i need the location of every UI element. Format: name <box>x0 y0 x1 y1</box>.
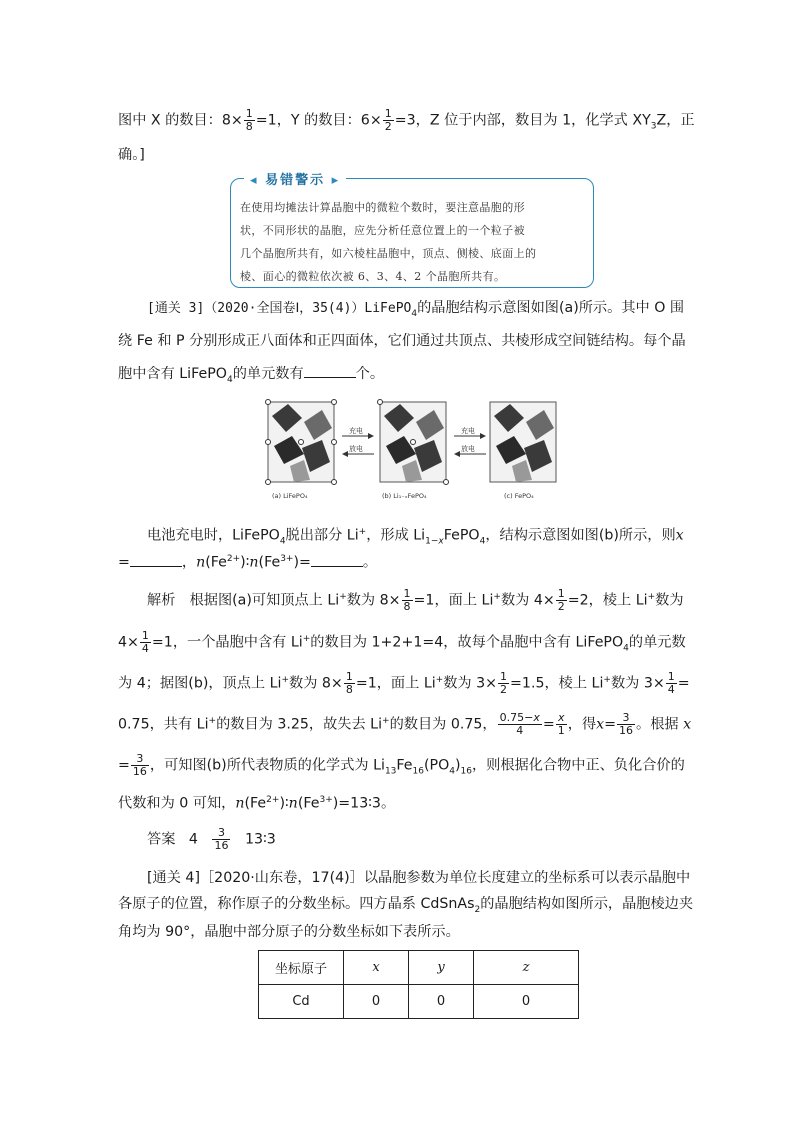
text-run: 为 4；据图(b)，顶点上 Li <box>118 675 282 692</box>
text-run: 0.75，共有 Li <box>118 716 209 733</box>
table-cell: Cd <box>259 985 344 1019</box>
text-run: (Fe <box>205 554 227 571</box>
text-run: (Fe <box>297 795 320 812</box>
text-run: (PO <box>423 757 450 774</box>
text-run: 数为 <box>655 592 684 609</box>
figure-caption: (b) Li₁₋ₓFePO₄ <box>382 492 427 500</box>
text-run: 4× <box>118 634 139 651</box>
table-row <box>259 985 579 1019</box>
answer-fraction: $\frac{3}{16}$ <box>214 826 229 852</box>
text-line: 各原子的位置，称作原子的分数坐标。四方晶系 CdSnAs$_2$的晶胞结构如图所示，晶胞棱边夹 <box>118 896 694 915</box>
text-run: 绕 Fe 和 P 分别形成正八面体和正四面体，它们通过共顶点、共棱形成空间链结构。每个晶 <box>118 333 686 349</box>
text-line <box>147 868 691 888</box>
warning-title: ◂ 易错警示 ▸ <box>244 169 346 188</box>
text-run: )=13∶3。 <box>332 795 396 812</box>
text-line: 解析 根据图(a)可知顶点上 Li+数为 8× $\frac{1}{8}$ =1，面上 Li+数为 4× $\frac{1}{2}$ =2，棱上 Li+数为 <box>147 587 684 614</box>
text-run: ，形成 Li <box>366 527 426 544</box>
text-run: =1，面上 Li <box>413 592 494 609</box>
text-run: 。根据 <box>636 716 679 733</box>
text-run: 的单元数 <box>628 634 686 651</box>
text-line: 图中 X 的数目：8× $\frac{1}{8}$ =1，Y 的数目：6× $\frac{1}{2}$ =3，Z 位于内部，数目为 1，化学式 $XY_3Z$，正 <box>118 107 695 133</box>
text-run: 图中 X 的数目：8× <box>118 112 243 129</box>
text-run: =1，一个晶胞中含有 Li <box>151 634 303 651</box>
fraction: $\frac{1}{2}$ <box>384 107 392 133</box>
text-run: 的数目为 3.25，故失去 Li <box>216 716 383 733</box>
answer-blank <box>311 554 363 567</box>
table-cell: 0 <box>344 985 409 1019</box>
text-run: ，结构示意图如图(b)所示，则 <box>485 527 676 544</box>
table-header-cell: z <box>474 951 579 985</box>
text-run: ，可知图(b)所代表物质的化学式为 Li <box>149 757 385 774</box>
text-run: )∶ <box>240 554 250 571</box>
warning-text <box>240 196 586 288</box>
arrow-label: 放电 <box>349 445 363 453</box>
text-run: 的数目为 0.75， <box>389 716 497 733</box>
text-run: )∶ <box>279 795 289 812</box>
table-cell: 0 <box>474 985 579 1019</box>
fraction: $\frac{1}{8}$ <box>245 107 253 133</box>
text-run: 数为 4× <box>500 592 555 609</box>
cell-a <box>266 400 337 485</box>
text-run: Fe <box>396 757 413 774</box>
arrow-label: 放电 <box>461 445 475 453</box>
table-header-row <box>259 951 579 985</box>
text-run: )= <box>293 554 311 571</box>
text-run: 的晶胞结构示意图如图(a)所示。其中 O 围 <box>417 300 685 316</box>
text-run: 的晶胞结构如图所示，晶胞棱边夹 <box>480 896 694 912</box>
figure-caption: (c) FePO₄ <box>504 492 534 500</box>
table-header-cell: x <box>344 951 409 985</box>
crystal-structure-figure <box>258 392 558 504</box>
text-run: FePO <box>443 527 480 544</box>
table-header-cell: y <box>409 951 474 985</box>
warning-line: 棱、面心的微粒依次被 6、3、4、2 个晶胞所共有。 <box>240 270 506 283</box>
text-run: =2，棱上 Li <box>567 592 648 609</box>
cell-c <box>490 402 556 482</box>
arrow-label: 充电 <box>349 427 363 435</box>
text-run: 脱出部分 Li <box>285 527 359 544</box>
text-run: 的数目为 1+2+1=4，故每个晶胞中含有 LiFePO <box>310 634 624 651</box>
text-run: =1，Y 的数目：6× <box>255 112 382 129</box>
text-run: ， <box>181 554 197 571</box>
text-line: 代数和为 0 可知，$n(Fe^{2+})∶n(Fe^{3+})=13∶3$。 <box>118 795 396 812</box>
answer-blank <box>130 554 182 567</box>
text-run: 数为 3× <box>443 675 498 692</box>
text-line: 0.75，共有 Li+的数目为 3.25，故失去 Li+的数目为 0.75， $\frac{0.75-x}{4}$ = $\frac{x}{1}$ ，得x= $\frac{3}{16}$ 。根据 x <box>118 711 692 738</box>
text-run: 胞中含有 LiFePO <box>118 366 227 382</box>
table-cell: 0 <box>409 985 474 1019</box>
text-line: = $\frac{3}{16}$ ，可知图(b)所代表物质的化学式为 $Li_{13}Fe_{16}(PO_4)_{16}$，则根据化合物中正、负化合价的 <box>118 752 685 778</box>
text-run: (Fe <box>244 795 267 812</box>
text-run: 数为 3× <box>610 675 665 692</box>
text-run: 角均为 90°，晶胞中部分原子的分数坐标如下表所示。 <box>118 924 460 940</box>
text-line <box>118 331 686 351</box>
text-run: 电池充电时，LiFePO <box>147 527 280 544</box>
arrow-label: 充电 <box>461 427 475 435</box>
warning-line: 状，不同形状的晶胞，应先分析任意位置上的一个粒子被 <box>240 224 525 237</box>
text-run: =1.5，棱上 Li <box>510 675 604 692</box>
text-line <box>118 145 676 165</box>
text-run: [通关 3]（2020·全国卷Ⅰ，35(4)）LiFePO <box>147 301 412 316</box>
answer-value: 13∶3 <box>245 831 276 848</box>
text-run: Z，正 <box>656 112 695 129</box>
answer-label: 答案 <box>147 831 176 848</box>
text-run: ，得 <box>567 716 597 733</box>
text-run: 的单元数有 <box>232 366 304 382</box>
text-run: 解析 根据图(a)可知顶点上 Li <box>147 592 340 609</box>
text-line: 4× $\frac{1}{4}$ =1，一个晶胞中含有 Li+的数目为 1+2+1=4，故每个晶胞中含有 LiFePO$_4$的单元数 <box>118 629 686 656</box>
cell-b <box>378 400 449 485</box>
text-line: 电池充电时，LiFePO$_4$脱出部分 Li+，形成 $Li_{1-x}FePO_4$，结构示意图如图(b)所示，则x <box>147 527 684 547</box>
text-run: 各原子的位置，称作原子的分数坐标。四方晶系 CdSnAs <box>118 896 475 912</box>
answer-blank <box>304 365 356 378</box>
text-line <box>118 922 676 942</box>
coordinate-table <box>258 950 579 1019</box>
text-run: 。 <box>362 554 378 571</box>
text-run: (Fe <box>258 554 281 571</box>
text-line: 胞中含有 LiFePO$_4$的单元数有 个。 <box>118 366 385 385</box>
answer-line <box>147 827 676 852</box>
text-run: [通关 4]［2020·山东卷，17(4)］以晶胞参数为单位长度建立的坐标系可以表示晶胞中 <box>147 870 691 886</box>
text-run: ) <box>454 757 461 774</box>
warning-line: 几个晶胞所共有，如六棱柱晶胞中，顶点、侧棱、底面上的 <box>240 247 537 260</box>
text-run: ，则根据化合物中正、负化合价的 <box>471 757 685 774</box>
figure-caption: (a) LiFePO₄ <box>272 492 308 500</box>
table-header-cell: 坐标原子 <box>259 951 344 985</box>
text-run: 代数和为 0 可知， <box>118 795 236 812</box>
warning-line: 在使用均摊法计算晶胞中的微粒个数时，要注意晶胞的形 <box>240 201 525 214</box>
text-line: = ，$n(Fe^{2+})∶n(Fe^{3+})=$ 。 <box>118 554 378 571</box>
text-run: 数为 8× <box>289 675 343 692</box>
answer-value: 4 <box>188 831 198 848</box>
text-run: 确。] <box>118 147 145 163</box>
text-run: 个。 <box>355 366 385 382</box>
text-run: =1，面上 Li <box>355 675 436 692</box>
text-run: 数为 8× <box>346 592 401 609</box>
text-line: 为 4；据图(b)，顶点上 Li+数为 8× $\frac{1}{8}$ =1，面上 Li+数为 3× $\frac{1}{2}$ =1.5，棱上 Li+数为 3× $\frac{1}{4}$ = <box>118 670 690 697</box>
text-run: =3，Z 位于内部，数目为 1，化学式 XY <box>394 112 651 129</box>
text-line: [通关 3]（2020·全国卷Ⅰ，35(4)）LiFePO$_4$的晶胞结构示意图如图(a)所示。其中 O 围 <box>147 300 685 319</box>
